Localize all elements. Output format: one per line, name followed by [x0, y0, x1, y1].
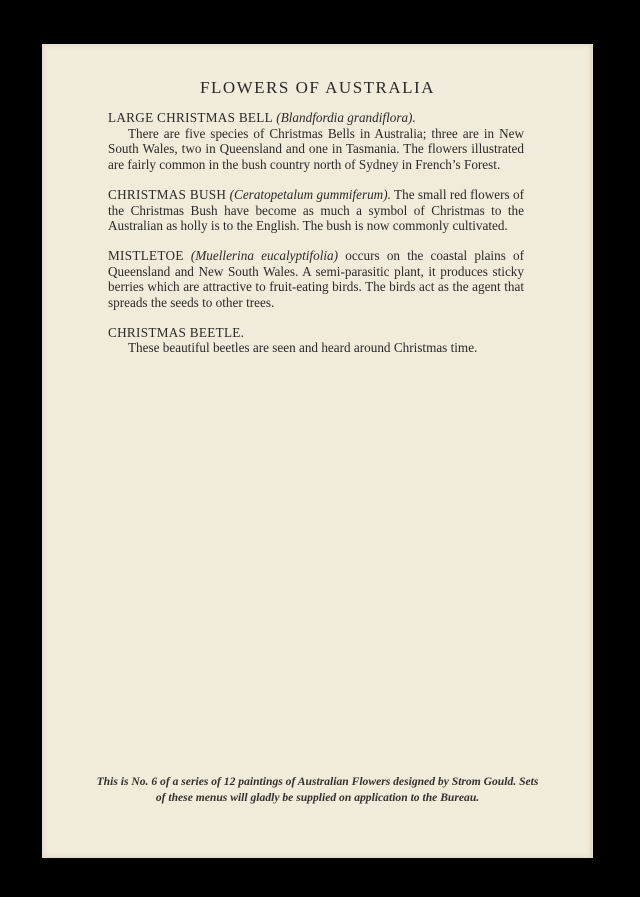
entry-heading: LARGE CHRISTMAS BELL [108, 110, 273, 125]
paper-edge [590, 44, 593, 858]
entry-latin-name: (Ceratopetalum gummiferum). [229, 186, 391, 202]
entries-list [108, 110, 524, 370]
entry-heading: CHRISTMAS BEETLE. [108, 324, 245, 340]
entry-heading: MISTLETOE [108, 247, 184, 263]
entry-latin-name: (Blandfordia grandiflora). [276, 110, 416, 125]
series-footnote: This is No. 6 of a series of 12 paintings of Australian Flowers designed by Strom Gould. Sets of these menus will gladly be supplied on application to the Bureau. [96, 775, 539, 804]
entry-text: There are five species of Christmas Bells in Australia; three are in New South Wales, two in Queensland and one in Tasmania. The flowers illustrated are fairly common in the bush country north of Sydney in French’s Forest. [108, 125, 524, 173]
entry-text: occurs on the coastal plains of Queensland and New South Wales. A semi-parasitic plant, it produces sticky berries which are attractive to fruit-eating birds. The birds act as the agent that spreads the seeds to other trees. [108, 247, 525, 311]
entry-mistletoe [108, 248, 524, 311]
entry-latin-name: (Muellerina eucalyptifolia) [190, 247, 339, 263]
entry-heading: CHRISTMAS BUSH [108, 186, 227, 202]
menu-card-page [42, 44, 593, 858]
entry-text: These beautiful beetles are seen and heard around Christmas time. [128, 340, 478, 356]
entry-christmas-bush [108, 187, 524, 234]
page-title: FLOWERS OF AUSTRALIA [200, 78, 435, 97]
entry-text: The small red flowers of the Christmas Bush have become as much a symbol of Christmas to the Australian as holly is to the English. The bush is now commonly cultivated. [108, 186, 525, 234]
entry-christmas-bell [108, 110, 524, 173]
entry-christmas-beetle [108, 325, 524, 356]
